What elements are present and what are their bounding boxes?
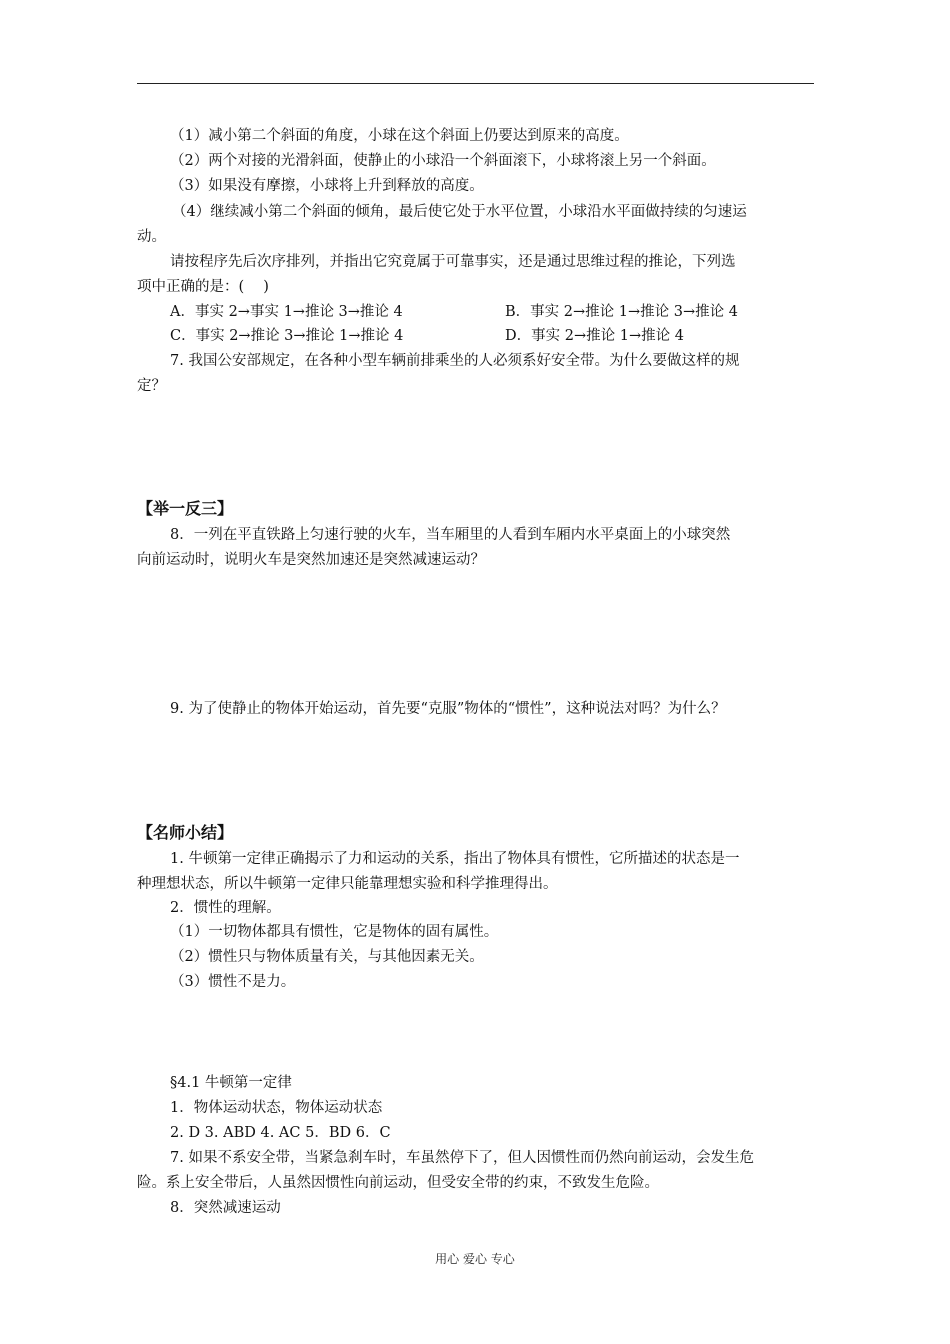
statement-2: （2）两个对接的光滑斜面，使静止的小球沿一个斜面滚下，小球将滚上另一个斜面。 [170, 153, 716, 169]
question-7: 7. 我国公安部规定，在各种小型车辆前排乘坐的人必须系好安全带。为什么要做这样的规 [170, 353, 740, 369]
section-heading-practice: 【举一反三】 [137, 499, 234, 518]
answer-1: 1．物体运动状态，物体运动状态 [170, 1100, 383, 1116]
question-7-cont: 定？ [137, 378, 166, 394]
answer-8: 8．突然减速运动 [170, 1200, 281, 1216]
page-footer: 用心 爱心 专心 [435, 1252, 515, 1266]
statement-4: （4）继续减小第二个斜面的倾角，最后使它处于水平位置，小球沿水平面做持续的匀速运 [172, 204, 747, 220]
statement-4-cont: 动。 [137, 229, 166, 245]
summary-1: 1. 牛顿第一定律正确揭示了力和运动的关系，指出了物体具有惯性，它所描述的状态是一 [170, 851, 740, 867]
option-a: A．事实 2→事实 1→推论 3→推论 4 [170, 304, 403, 320]
question-8: 8．一列在平直铁路上匀速行驶的火车，当车厢里的人看到车厢内水平桌面上的小球突然 [170, 527, 731, 543]
statement-1: （1）减小第二个斜面的角度，小球在这个斜面上仍要达到原来的高度。 [170, 128, 629, 144]
question-6-prompt-cont: 项中正确的是：( ) [137, 279, 269, 295]
option-c: C．事实 2→推论 3→推论 1→推论 4 [170, 328, 404, 344]
section-heading-summary: 【名师小结】 [137, 823, 234, 842]
question-8-cont: 向前运动时，说明火车是突然加速还是突然减速运动？ [137, 552, 485, 568]
question-6-prompt: 请按程序先后次序排列，并指出它究竟属于可靠事实，还是通过思维过程的推论，下列选 [170, 254, 736, 270]
summary-2: 2．惯性的理解。 [170, 900, 281, 916]
option-d: D．事实 2→推论 1→推论 4 [505, 328, 684, 344]
question-9: 9. 为了使静止的物体开始运动，首先要“克服”物体的“惯性”，这种说法对吗？为什么？ [170, 701, 726, 717]
option-b: B．事实 2→推论 1→推论 3→推论 4 [505, 304, 738, 320]
summary-2-2: （2）惯性只与物体质量有关，与其他因素无关。 [170, 949, 484, 965]
summary-2-3: （3）惯性不是力。 [170, 974, 296, 990]
statement-3: （3）如果没有摩擦，小球将上升到释放的高度。 [170, 178, 484, 194]
summary-2-1: （1）一切物体都具有惯性，它是物体的固有属性。 [170, 924, 499, 940]
summary-1-cont: 种理想状态，所以牛顿第一定律只能靠理想实验和科学推理得出。 [137, 876, 558, 892]
answer-7-cont: 险。系上安全带后，人虽然因惯性向前运动，但受安全带的约束，不致发生危险。 [137, 1175, 659, 1191]
answers-title: §4.1 牛顿第一定律 [170, 1075, 292, 1091]
answer-7: 7. 如果不系安全带，当紧急刹车时，车虽然停下了，但人因惯性而仍然向前运动，会发生危 [170, 1150, 754, 1166]
header-rule [137, 83, 814, 84]
answer-2-6: 2. D 3. ABD 4. AC 5．BD 6．C [170, 1125, 391, 1141]
